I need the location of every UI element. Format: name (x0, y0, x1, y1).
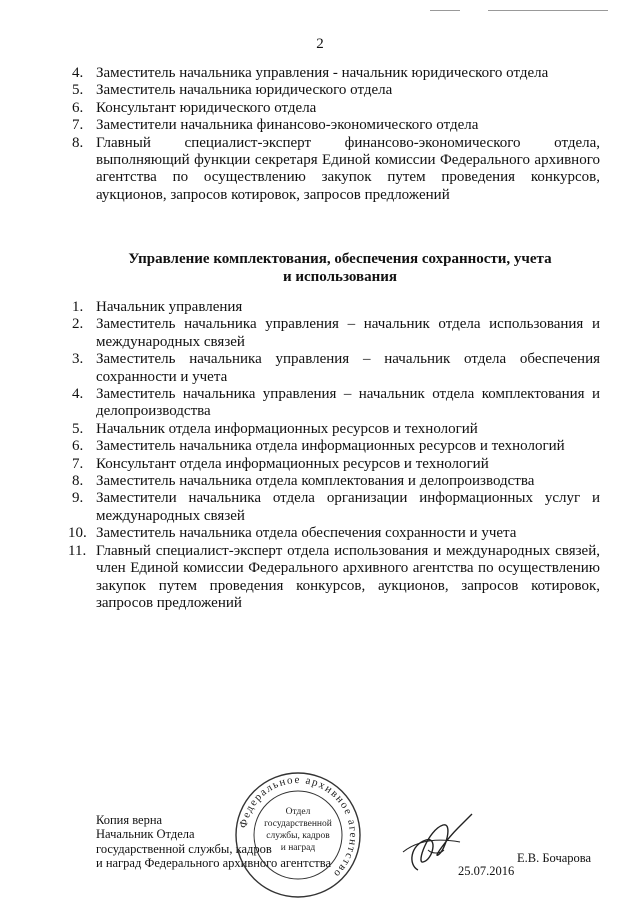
list-item: 2. Заместитель начальника управления – начальник отдела использования и международных связей (72, 316, 600, 350)
list-item: 11. Главный специалист-эксперт отдела использования и международных связей, член Единой комиссии Федерального архивного агентства по осуществлению закупок путем проведения конкурсов, аукционов, запросов котировок, запросов предложений (68, 542, 600, 611)
position-list-acquisition (68, 299, 600, 612)
stamp-center-line: государственной (264, 819, 332, 829)
list-item: 1. Начальник управления (72, 299, 243, 315)
signer-title-line: и наград Федерального архивного агентства (96, 855, 332, 870)
stamp-center-line: Отдел (285, 807, 311, 817)
signer-name: Е.В. Бочарова (517, 851, 592, 865)
certification-date: 25.07.2016 (458, 864, 515, 878)
stamp-ring-text: Федеральное архивное агентство (237, 773, 360, 881)
list-item: 4. Заместитель начальника управления - начальник юридического отдела (72, 65, 549, 81)
list-item: 10. Заместитель начальника отдела обеспечения сохранности и учета (68, 525, 517, 542)
certification-line: Копия верна (96, 813, 163, 827)
stamp-center-line: и наград (280, 843, 316, 853)
list-item: 6. Консультант юридического отдела (72, 99, 317, 116)
list-item: 6. Заместитель начальника отдела информационных ресурсов и технологий (72, 438, 565, 455)
scan-mark-left (430, 10, 460, 11)
scan-mark-right (488, 10, 608, 11)
page-number: 2 (316, 36, 324, 52)
list-item: 8. Заместитель начальника отдела комплектования и делопроизводства (72, 473, 535, 490)
stamp-center-line: службы, кадров (266, 831, 330, 841)
list-item: 5. Заместитель начальника юридического отдела (72, 82, 393, 99)
section-heading-line2: и использования (282, 269, 398, 285)
list-item: 7. Заместители начальника финансово-экономического отдела (72, 117, 479, 134)
list-item: 4. Заместитель начальника управления – начальник отдела комплектования и делопроизводства (72, 386, 600, 420)
list-item: 8. Главный специалист-эксперт финансово-экономического отдела, выполняющий функции секретаря Единой комиссии Федерального архивного агентства по осуществлению закупок путем проведения конкурсов, аукционов, запросов котировок, запросов предложений (72, 134, 600, 203)
position-list-legal-finance (72, 65, 600, 204)
section-heading (80, 250, 600, 286)
section-heading-line1: Управление комплектования, обеспечения сохранности, учета (128, 251, 552, 267)
list-item: 9. Заместители начальника отдела организации информационных услуг и международных связей (72, 490, 600, 524)
list-item: 5. Начальник отдела информационных ресурсов и технологий (72, 420, 478, 437)
official-stamp (233, 770, 363, 900)
list-item: 7. Консультант отдела информационных ресурсов и технологий (72, 455, 489, 472)
signer-title-line: государственной службы, кадров (96, 841, 272, 856)
signer-title-line: Начальник Отдела (96, 827, 195, 842)
list-item: 3. Заместитель начальника управления – начальник отдела обеспечения сохранности и учета (72, 351, 600, 385)
